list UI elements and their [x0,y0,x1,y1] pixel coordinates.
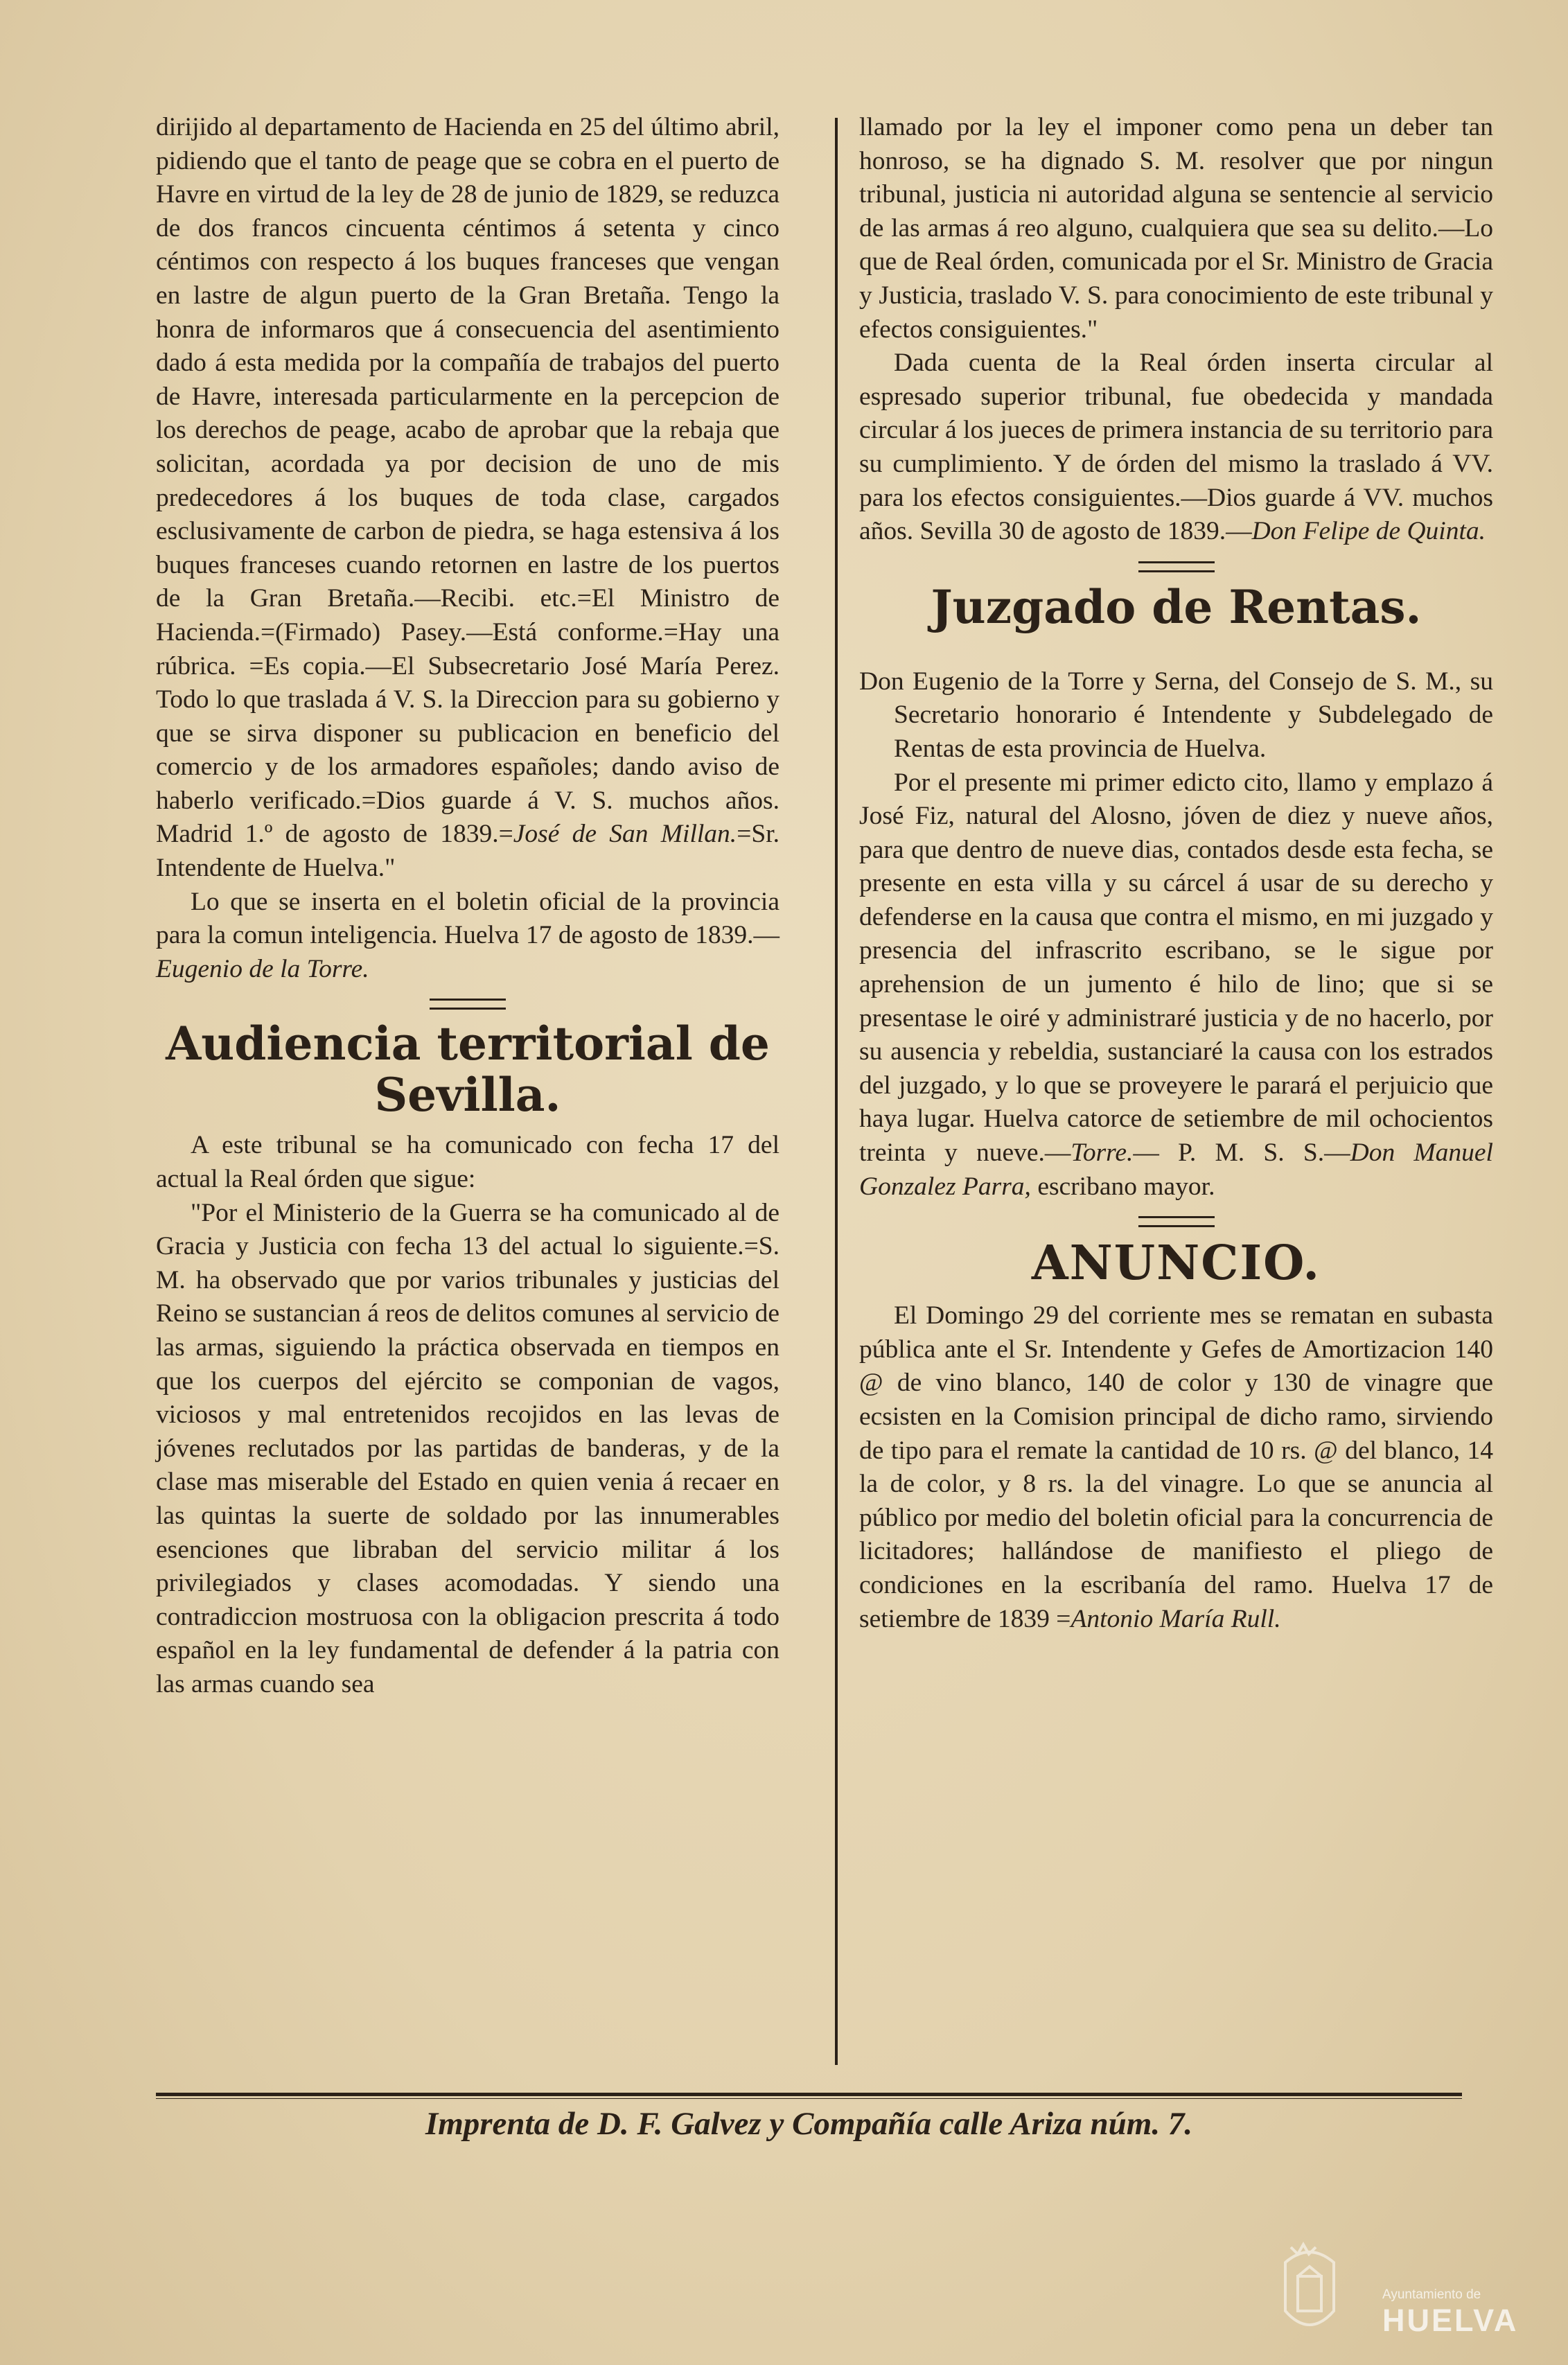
tower-roof [1298,2267,1321,2276]
article-text [156,111,779,886]
paragraph-text: dirijido al departamento de Hacienda en 25 del último abril, pidiendo que el tanto de peage que se cobra en el puerto de Havre en virtud de la ley de 28 de junio de 1829, se reduzca de dos francos cincuenta céntimos á setenta y cinco céntimos con respecto á los buques franceses que vengan en lastre de algun puerto de la Gran Bretaña. Tengo la honra de informaros que á consecuencia del asentimiento dado á esta medida por la compañía de trabajos del puerto de Havre, interesada particularmente en la percepcion de los derechos de peage, acabo de aprobar que la rebaja que solicitan, acordada ya por decision de uno de mis predecedores á los buques de toda clase, cargados esclusivamente de carbon de piedra, se haga estensiva á los buques franceses cuando retornen en lastre de los puertos de la Gran Bretaña.—Recibi. etc.=El Ministro de Hacienda.=(Firmado) Pasey.—Está conforme.=Hay una rúbrica. =Es copia.—El Subsecretario José María Perez. Todo lo que traslada á V. S. la Direccion para su gobierno y que se sirva disponer su publicacion en beneficio del comercio y de los armadores españoles; dando aviso de haberlo verificado.=Dios guarde á V. S. muchos años. Madrid 1.º de agosto de 1839.= [156,113,779,849]
signature: Eugenio de la Torre. [156,954,369,983]
signature: Don Manuel Gonzalez Parra, [859,1138,1493,1201]
paragraph-text: Dada cuenta de la Real órden inserta circular al espresado superior tribunal, fue obedecida y mandada circular á los jueces de primera instancia de su territorio para su cumplimiento. Y de órden del mismo la traslado á VV. para los efectos consiguientes.—Dios guarde á VV. muchos años. Sevilla 30 de agosto de 1839.— [859,349,1493,546]
article-text [859,1299,1493,1636]
paragraph-text: escribano mayor. [1030,1172,1215,1201]
tower-shape [1298,2276,1321,2311]
section-separator [1138,1216,1215,1227]
paragraph-text: Lo que se inserta en el boletin oficial de la provincia para la comun inteligencia. Huelva 17 de agosto de 1839.— [156,887,779,950]
section-heading-juzgado: Juzgado de Rentas. [931,579,1422,634]
printer-imprint: Imprenta de D. F. Galvez y Compañía calle Ariza núm. 7. [425,2106,1193,2142]
article-text [156,886,779,987]
signature: Don Felipe de Quinta. [1251,517,1486,546]
article-text [859,766,1493,1204]
article-text: llamado por la ley el imponer como pena un deber tan honroso, se ha dignado S. M. resolver que por ningun tribunal, justicia ni autoridad alguna se sentencie al servicio de las armas á reo alguno, cualquiera que sea su delito.—Lo que de Real órden, comunicada por el Sr. Ministro de Gracia y Justicia, traslado V. S. para conocimiento de este tribunal y efectos consiguientes." [859,113,1493,344]
left-column [156,111,779,1702]
section-separator [1138,561,1215,572]
column-divider [835,118,838,2065]
article-text: Don Eugenio de la Torre y Serna, del Consejo de S. M., su Secretario honorario é Intendente y Subdelegado de Rentas de esta provincia de Huelva. [859,667,1493,763]
right-column [859,111,1493,1636]
watermark-line-2: HUELVA [1382,2303,1519,2338]
article-text [859,346,1493,549]
signature: Antonio María Rull. [1071,1604,1281,1633]
paragraph-text: Por el presente mi primer edicto cito, llamo y emplazo á José Fiz, natural del Alosno, jóven de diez y nueve años, para que dentro de nueve dias, contados desde esta fecha, se presente en esta villa y su cárcel á usar de su derecho y defenderse en la causa que contra el mismo, en mi juzgado y presencia del infrascrito escribano, se le sigue por aprehension de un jumento é hilo de lino; que si se presentase le oiré y administraré justicia y de no hacerlo, por su ausencia y rebeldia, sustanciaré la causa con los estrados del juzgado, y lo que se proveyere le parará el perjuicio que haya lugar. Huelva catorce de setiembre de mil ochocientos treinta y nueve.— [859,768,1493,1168]
article-text: "Por el Ministerio de la Guerra se ha comunicado al de Gracia y Justicia con fecha 13 del actual lo siguiente.=S. M. ha observado que por varios tribunales y justicias del Reino se sustancian á reos de delitos comunes al servicio de las armas, siguiendo la práctica observada en tiempos en que los cuerpos del ejército se componian de vagos, viciosos y mal entretenidos recojidos en las levas de jóvenes reclutados por las partidas de banderas, y de la clase mas miserable del Estado en quien venia á recaer en las quintas la suerte de soldado por las innumerables esenciones que libraban del servicio militar á los privilegiados y clases acomodadas. Y siendo una contradiccion mostruosa con la obligacion prescrita á todo español en la ley fundamental de defender á la patria con las armas cuando sea [156,1198,779,1698]
article-text: A este tribunal se ha comunicado con fecha 17 del actual la Real órden que sigue: [156,1131,779,1194]
section-separator [430,999,506,1010]
paragraph-text: El Domingo 29 del corriente mes se rematan en subasta pública ante el Sr. Intendente y Gefes de Amortizacion 140 @ de vino blanco, 140 de color y 130 de vinagre que ecsisten en la Comision principal de dicho ramo, sirviendo de tipo para el remate la cantidad de 10 rs. @ del blanco, 14 la de color, y 8 rs. la del vinagre. Lo que se anuncia al público por medio del boletin oficial para la concurrencia de licitadores; hallándose de manifiesto el pliego de condiciones en la escribanía del ramo. Huelva 17 de setiembre de 1839 = [859,1301,1493,1633]
section-heading-anuncio: ANUNCIO. [1031,1236,1321,1292]
signature: Torre. [1071,1138,1134,1168]
signature: José de San Millan. [513,820,737,849]
section-heading-audiencia: Audiencia territorial de Sevilla. [166,1017,770,1123]
shield-outline [1285,2252,1334,2325]
paragraph-text: — P. M. S. S.— [1133,1138,1350,1168]
watermark-line-1: Ayuntamiento de [1382,2287,1481,2302]
paragraph-text: =Sr. Intendente de Huelva." [156,820,779,883]
watermark-text [1382,2287,1528,2338]
